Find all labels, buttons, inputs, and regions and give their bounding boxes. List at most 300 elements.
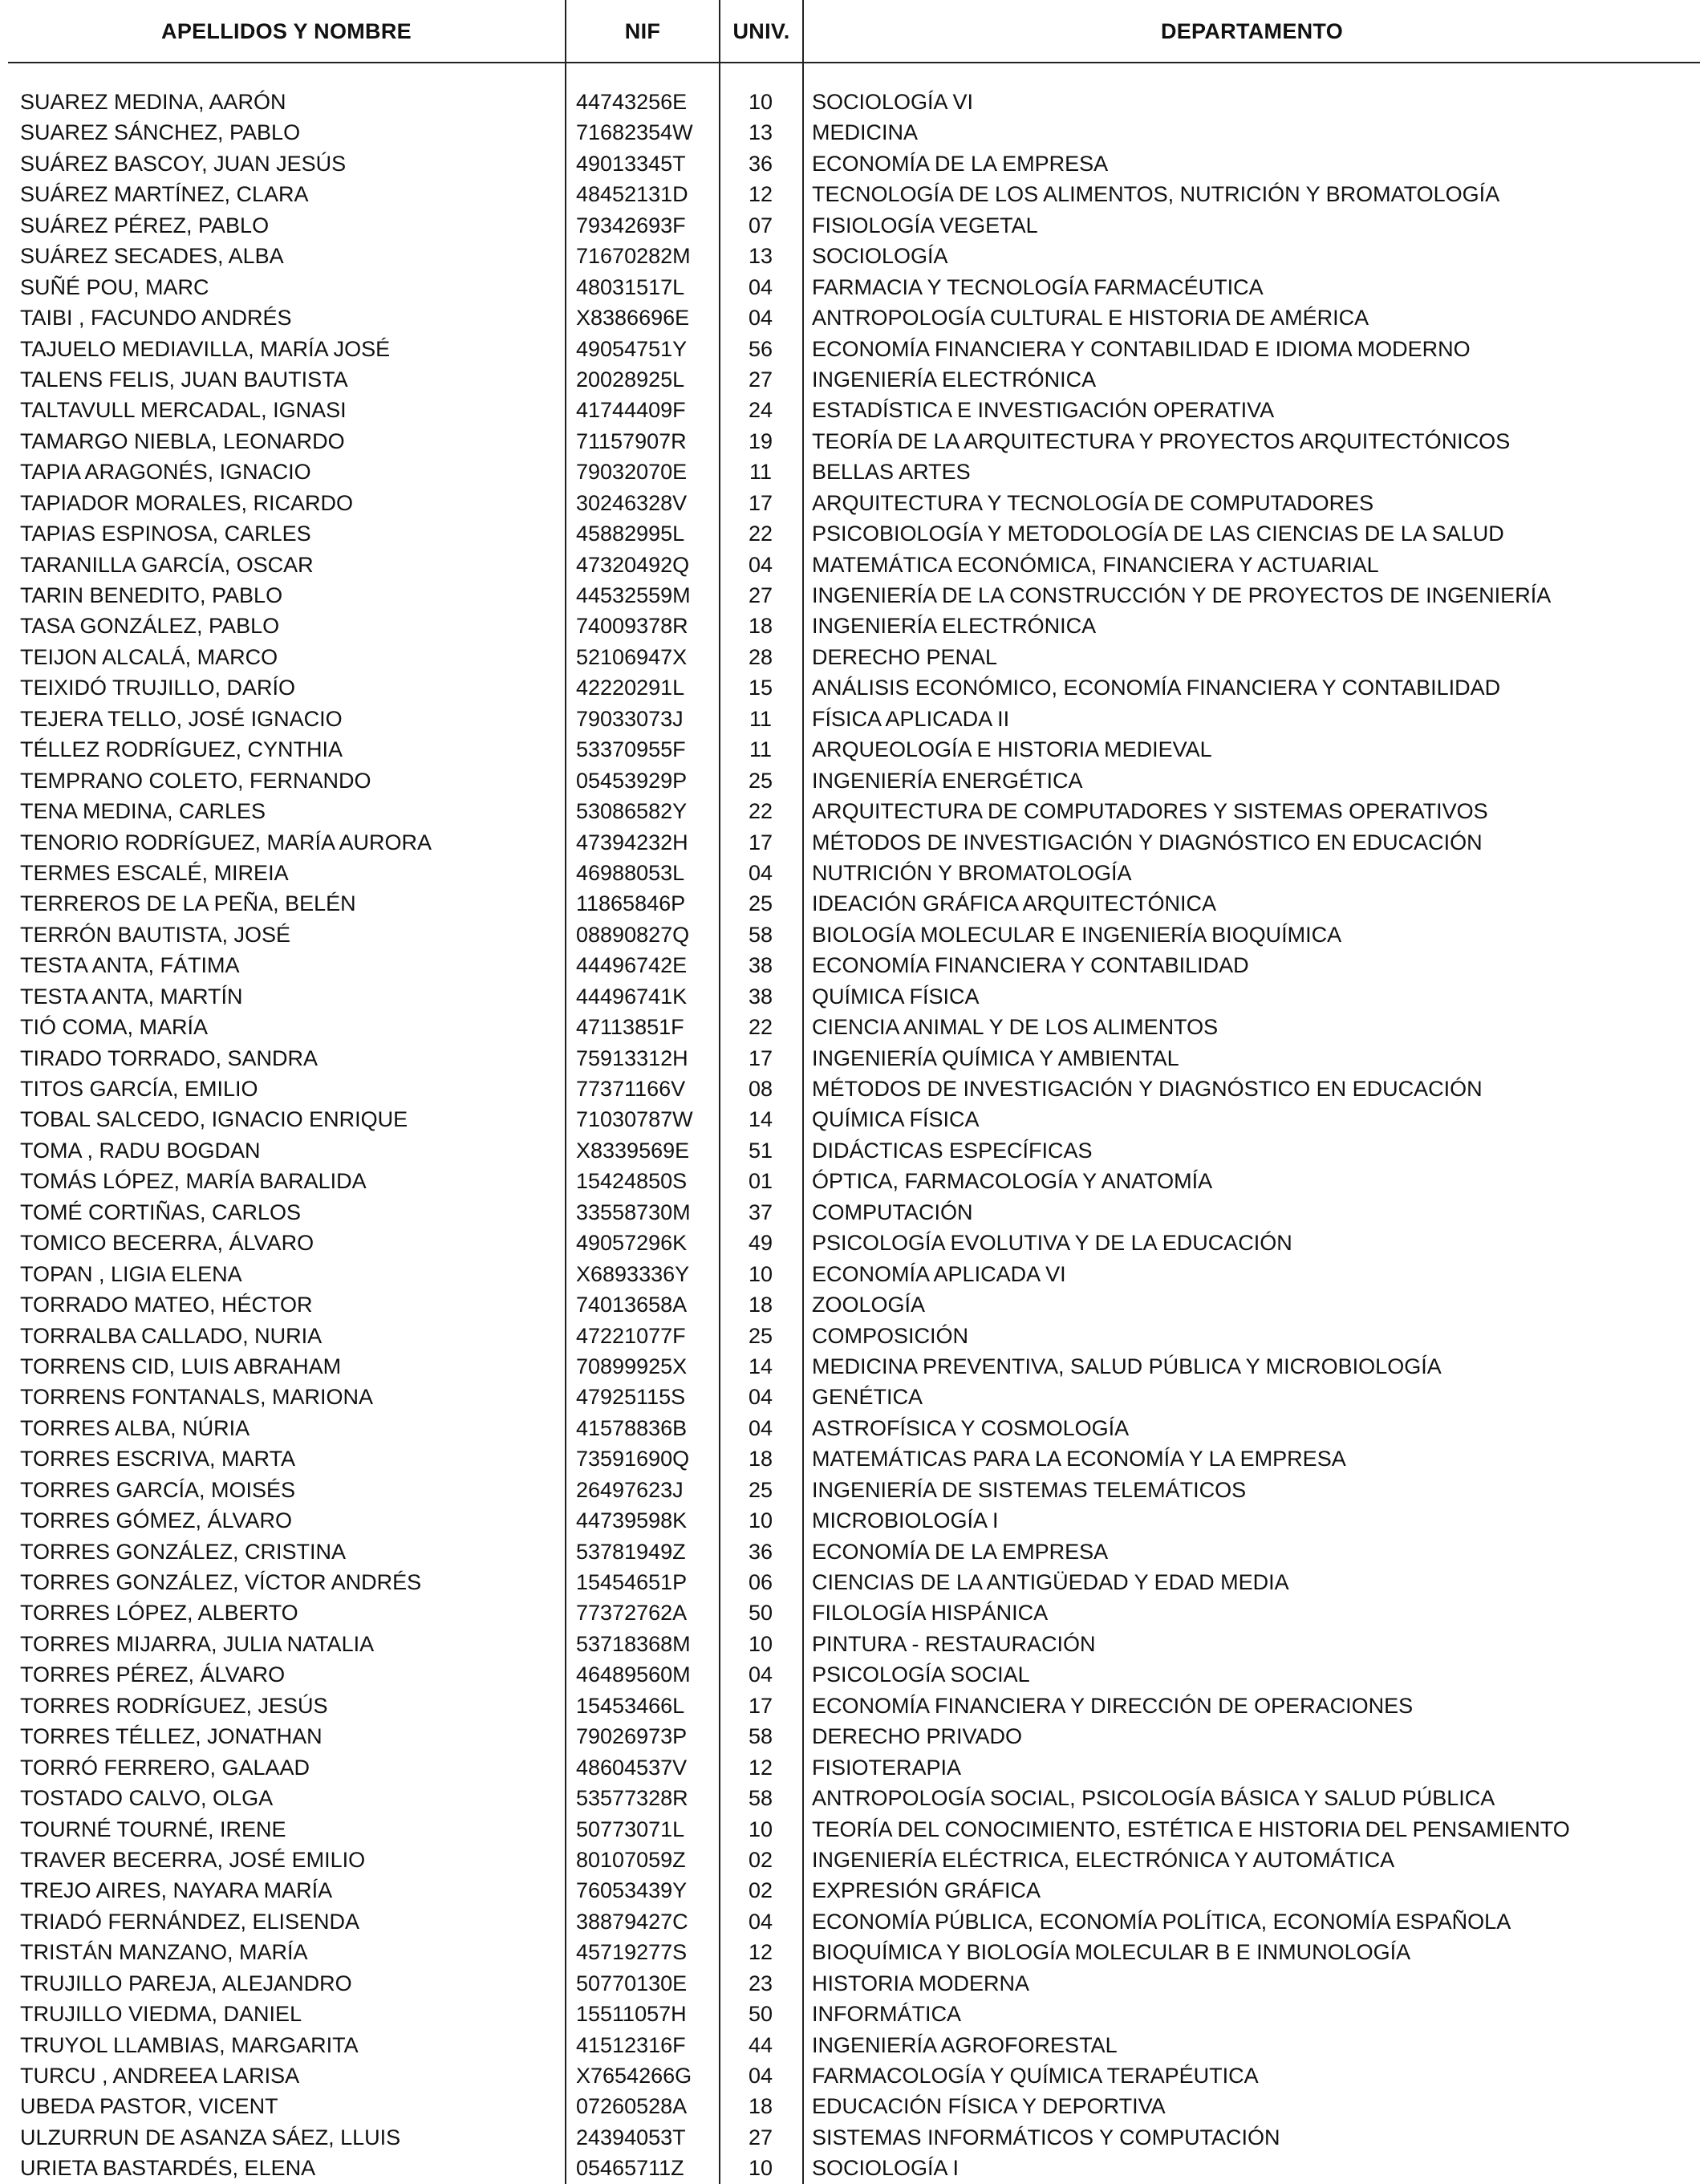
cell-univ: 25 [748, 891, 773, 916]
table-row [0, 117, 1700, 148]
cell-nif: 41744409F [576, 398, 686, 423]
table-row [0, 395, 1700, 425]
table-row [0, 1721, 1700, 1752]
table-row [0, 2122, 1700, 2153]
cell-univ: 50 [748, 1601, 773, 1626]
table-row [0, 148, 1700, 179]
header-dept: DEPARTAMENTO [1160, 18, 1344, 43]
cell-department: COMPOSICIÓN [812, 1323, 969, 1348]
cell-name: TOURNÉ TOURNÉ, IRENE [20, 1817, 286, 1841]
cell-department: ARQUEOLOGÍA E HISTORIA MEDIEVAL [812, 737, 1212, 762]
cell-univ: 02 [748, 1878, 773, 1903]
cell-univ: 27 [748, 367, 773, 392]
table-row [0, 241, 1700, 271]
cell-nif: 46489560M [576, 1662, 691, 1687]
cell-department: MATEMÁTICA ECONÓMICA, FINANCIERA Y ACTUARIAL [812, 552, 1379, 577]
table-row [0, 1814, 1700, 1845]
cell-department: PSICOLOGÍA SOCIAL [812, 1662, 1030, 1687]
table-row [0, 488, 1700, 518]
cell-department: ECONOMÍA FINANCIERA Y CONTABILIDAD E IDIOMA MODERNO [812, 336, 1471, 361]
cell-department: ANÁLISIS ECONÓMICO, ECONOMÍA FINANCIERA Y CONTABILIDAD [812, 676, 1501, 700]
cell-univ: 12 [748, 1755, 773, 1780]
cell-name: TEIXIDÓ TRUJILLO, DARÍO [20, 676, 296, 700]
table-row [0, 1845, 1700, 1875]
cell-name: TRUJILLO PAREJA, ALEJANDRO [20, 1971, 352, 1995]
cell-name: TORRES MIJARRA, JULIA NATALIA [20, 1631, 375, 1656]
cell-nif: 30246328V [576, 490, 688, 515]
cell-nif: 53370955F [576, 737, 686, 762]
cell-univ: 17 [748, 830, 773, 855]
cell-nif: 53781949Z [576, 1539, 686, 1564]
cell-department: MEDICINA [812, 120, 919, 145]
table-row [0, 302, 1700, 333]
cell-name: TRISTÁN MANZANO, MARÍA [20, 1940, 308, 1965]
table-row [0, 642, 1700, 672]
table-row [0, 210, 1700, 241]
cell-department: CIENCIA ANIMAL Y DE LOS ALIMENTOS [812, 1015, 1219, 1040]
cell-nif: 74013658A [576, 1293, 688, 1317]
cell-nif: 45719277S [576, 1940, 688, 1965]
cell-univ: 25 [748, 1323, 773, 1348]
table-row [0, 550, 1700, 580]
cell-department: INGENIERÍA ELÉCTRICA, ELECTRÓNICA Y AUTOMÁTICA [812, 1847, 1395, 1872]
cell-department: TEORÍA DE LA ARQUITECTURA Y PROYECTOS ARQUITECTÓNICOS [812, 428, 1511, 453]
cell-department: DERECHO PRIVADO [812, 1724, 1023, 1749]
table-row [0, 704, 1700, 734]
table-row [0, 1074, 1700, 1104]
cell-univ: 11 [749, 460, 773, 485]
table-row [0, 1505, 1700, 1536]
table-row [0, 1691, 1700, 1721]
cell-univ: 18 [748, 1293, 773, 1317]
cell-univ: 04 [748, 1415, 773, 1440]
table-row [0, 1537, 1700, 1567]
cell-nif: X8386696E [576, 306, 690, 331]
cell-nif: 15424850S [576, 1169, 688, 1194]
table-row [0, 1783, 1700, 1813]
table-row [0, 1413, 1700, 1443]
table-row [0, 1197, 1700, 1228]
table-row [0, 672, 1700, 703]
cell-name: TESTA ANTA, MARTÍN [20, 984, 243, 1009]
cell-name: TEMPRANO COLETO, FERNANDO [20, 768, 371, 793]
cell-name: TIRADO TORRADO, SANDRA [20, 1045, 318, 1070]
cell-department: FILOLOGÍA HISPÁNICA [812, 1601, 1049, 1626]
cell-nif: 79033073J [576, 706, 684, 731]
cell-name: TESTA ANTA, FÁTIMA [20, 953, 240, 978]
cell-name: SUÁREZ MARTÍNEZ, CLARA [20, 182, 309, 207]
cell-department: ARQUITECTURA Y TECNOLOGÍA DE COMPUTADORES [812, 490, 1374, 515]
cell-department: MICROBIOLOGÍA I [812, 1508, 999, 1533]
cell-department: ANTROPOLOGÍA CULTURAL E HISTORIA DE AMÉRICA [812, 306, 1369, 331]
cell-name: SUÁREZ PÉREZ, PABLO [20, 213, 270, 237]
cell-name: TURCU , ANDREEA LARISA [20, 2064, 300, 2088]
cell-univ: 10 [748, 1508, 773, 1533]
cell-name: TORRES GONZÁLEZ, VÍCTOR ANDRÉS [20, 1570, 422, 1594]
cell-name: TORRENS CID, LUIS ABRAHAM [20, 1354, 342, 1378]
cell-nif: 42220291L [576, 676, 685, 700]
cell-department: MATEMÁTICAS PARA LA ECONOMÍA Y LA EMPRESA [812, 1447, 1346, 1472]
cell-nif: 50773071L [576, 1817, 685, 1841]
cell-name: TAJUELO MEDIAVILLA, MARÍA JOSÉ [20, 336, 391, 361]
cell-department: SISTEMAS INFORMÁTICOS Y COMPUTACIÓN [812, 2125, 1280, 2149]
cell-nif: 33558730M [576, 1200, 691, 1224]
cell-name: TOMÉ CORTIÑAS, CARLOS [20, 1200, 302, 1224]
cell-univ: 38 [748, 984, 773, 1009]
cell-univ: 37 [748, 1200, 773, 1224]
cell-name: TORRES LÓPEZ, ALBERTO [20, 1601, 298, 1626]
cell-nif: 49054751Y [576, 336, 688, 361]
cell-department: NUTRICIÓN Y BROMATOLOGÍA [812, 860, 1132, 885]
cell-department: TECNOLOGÍA DE LOS ALIMENTOS, NUTRICIÓN Y BROMATOLOGÍA [812, 182, 1500, 207]
cell-department: IDEACIÓN GRÁFICA ARQUITECTÓNICA [812, 891, 1217, 916]
cell-name: TOBAL SALCEDO, IGNACIO ENRIQUE [20, 1107, 408, 1132]
table-row [0, 919, 1700, 950]
table-row [0, 1443, 1700, 1474]
cell-nif: 44743256E [576, 90, 688, 114]
cell-name: TORRES TÉLLEZ, JONATHAN [20, 1724, 323, 1749]
cell-nif: 48604537V [576, 1755, 688, 1780]
cell-univ: 22 [748, 799, 773, 824]
cell-nif: 48452131D [576, 182, 688, 207]
cell-department: BELLAS ARTES [812, 460, 971, 485]
cell-univ: 58 [748, 1786, 773, 1811]
cell-univ: 25 [748, 1477, 773, 1502]
cell-univ: 12 [748, 182, 773, 207]
cell-nif: 15454651P [576, 1570, 688, 1594]
cell-univ: 27 [748, 2125, 773, 2149]
cell-department: INGENIERÍA QUÍMICA Y AMBIENTAL [812, 1045, 1179, 1070]
table-row [0, 1135, 1700, 1166]
table-row [0, 1289, 1700, 1320]
table-row [0, 1629, 1700, 1659]
cell-department: PINTURA - RESTAURACIÓN [812, 1631, 1096, 1656]
cell-univ: 22 [748, 1015, 773, 1040]
cell-department: SOCIOLOGÍA [812, 244, 948, 269]
cell-name: SUÁREZ SECADES, ALBA [20, 244, 284, 269]
cell-nif: 20028925L [576, 367, 685, 392]
cell-name: TÉLLEZ RODRÍGUEZ, CYNTHIA [20, 737, 343, 762]
cell-nif: 47394232H [576, 830, 688, 855]
cell-department: ECONOMÍA FINANCIERA Y DIRECCIÓN DE OPERACIONES [812, 1693, 1414, 1718]
cell-department: ECONOMÍA DE LA EMPRESA [812, 1539, 1109, 1564]
cell-department: INGENIERÍA DE SISTEMAS TELEMÁTICOS [812, 1477, 1247, 1502]
cell-department: ECONOMÍA APLICADA VI [812, 1261, 1066, 1286]
cell-nif: 47320492Q [576, 552, 690, 577]
cell-nif: 79026973P [576, 1724, 688, 1749]
cell-univ: 07 [748, 213, 773, 237]
table-row [0, 1104, 1700, 1135]
cell-department: FARMACIA Y TECNOLOGÍA FARMACÉUTICA [812, 274, 1264, 299]
cell-univ: 28 [748, 644, 773, 669]
cell-name: TEIJON ALCALÁ, MARCO [20, 644, 278, 669]
cell-name: SUAREZ MEDINA, AARÓN [20, 90, 286, 114]
cell-department: ARQUITECTURA DE COMPUTADORES Y SISTEMAS OPERATIVOS [812, 799, 1488, 824]
cell-name: TORRENS FONTANALS, MARIONA [20, 1385, 374, 1410]
cell-univ: 11 [749, 737, 773, 762]
cell-name: TENA MEDINA, CARLES [20, 799, 266, 824]
cell-name: ULZURRUN DE ASANZA SÁEZ, LLUIS [20, 2125, 401, 2149]
cell-department: PSICOBIOLOGÍA Y METODOLOGÍA DE LAS CIENCIAS DE LA SALUD [812, 522, 1504, 546]
cell-nif: 49013345T [576, 151, 686, 176]
cell-name: TOMICO BECERRA, ÁLVARO [20, 1231, 314, 1256]
cell-name: TERRÓN BAUTISTA, JOSÉ [20, 922, 291, 947]
cell-univ: 17 [748, 1045, 773, 1070]
cell-univ: 14 [748, 1354, 773, 1378]
cell-department: BIOLOGÍA MOLECULAR E INGENIERÍA BIOQUÍMICA [812, 922, 1342, 947]
cell-nif: 77371166V [576, 1077, 686, 1101]
table-row [0, 611, 1700, 641]
cell-nif: X6893336Y [576, 1261, 690, 1286]
cell-nif: 44532559M [576, 583, 691, 607]
cell-department: INGENIERÍA ELECTRÓNICA [812, 367, 1097, 392]
table-row [0, 1752, 1700, 1783]
cell-department: INGENIERÍA ELECTRÓNICA [812, 614, 1097, 639]
cell-name: TITOS GARCÍA, EMILIO [20, 1077, 258, 1101]
table-row [0, 426, 1700, 457]
cell-department: ECONOMÍA PÚBLICA, ECONOMÍA POLÍTICA, ECONOMÍA ESPAÑOLA [812, 1909, 1511, 1934]
cell-univ: 18 [748, 614, 773, 639]
cell-department: GENÉTICA [812, 1385, 923, 1410]
cell-nif: 47221077F [576, 1323, 686, 1348]
cell-department: MÉTODOS DE INVESTIGACIÓN Y DIAGNÓSTICO EN EDUCACIÓN [812, 1077, 1483, 1101]
cell-name: TRIADÓ FERNÁNDEZ, ELISENDA [20, 1909, 360, 1934]
table-row [0, 1999, 1700, 2029]
cell-name: TAMARGO NIEBLA, LEONARDO [20, 428, 345, 453]
cell-name: TOPAN , LIGIA ELENA [20, 1261, 242, 1286]
cell-name: TOSTADO CALVO, OLGA [20, 1786, 274, 1811]
cell-nif: 79032070E [576, 460, 688, 485]
cell-nif: 71682354W [576, 120, 693, 145]
cell-nif: 53577328R [576, 1786, 688, 1811]
table-row [0, 796, 1700, 826]
table-row [0, 1166, 1700, 1196]
cell-nif: 71670282M [576, 244, 691, 269]
cell-univ: 17 [748, 490, 773, 515]
cell-univ: 04 [748, 1909, 773, 1934]
cell-univ: 04 [748, 306, 773, 331]
cell-department: QUÍMICA FÍSICA [812, 984, 980, 1009]
table-row [0, 364, 1700, 395]
cell-department: FISIOTERAPIA [812, 1755, 962, 1780]
cell-univ: 11 [749, 706, 773, 731]
cell-department: INGENIERÍA DE LA CONSTRUCCIÓN Y DE PROYECTOS DE INGENIERÍA [812, 583, 1552, 607]
cell-univ: 10 [748, 90, 773, 114]
table-row [0, 1937, 1700, 1967]
cell-univ: 25 [748, 768, 773, 793]
cell-nif: X7654266G [576, 2064, 692, 2088]
cell-univ: 58 [748, 922, 773, 947]
cell-nif: 74009378R [576, 614, 688, 639]
cell-name: TORRADO MATEO, HÉCTOR [20, 1293, 313, 1317]
cell-department: INGENIERÍA ENERGÉTICA [812, 768, 1083, 793]
table-row [0, 518, 1700, 549]
table-row [0, 1382, 1700, 1412]
table-row [0, 1043, 1700, 1074]
cell-univ: 10 [748, 1631, 773, 1656]
cell-name: TOMÁS LÓPEZ, MARÍA BARALIDA [20, 1169, 367, 1194]
cell-univ: 04 [748, 1385, 773, 1410]
cell-nif: 44496742E [576, 953, 688, 978]
cell-nif: 53086582Y [576, 799, 688, 824]
cell-univ: 19 [748, 428, 773, 453]
cell-nif: 45882995L [576, 522, 685, 546]
cell-univ: 04 [748, 552, 773, 577]
cell-nif: 41512316F [576, 2032, 686, 2057]
cell-name: TORRES GÓMEZ, ÁLVARO [20, 1508, 293, 1533]
cell-nif: 76053439Y [576, 1878, 688, 1903]
header-name: APELLIDOS Y NOMBRE [161, 18, 412, 43]
cell-name: TAPIA ARAGONÉS, IGNACIO [20, 460, 311, 485]
table-row [0, 1351, 1700, 1382]
cell-univ: 38 [748, 953, 773, 978]
cell-univ: 24 [748, 398, 773, 423]
cell-name: TARIN BENEDITO, PABLO [20, 583, 283, 607]
table-row [0, 765, 1700, 796]
cell-univ: 50 [748, 2002, 773, 2027]
cell-department: FÍSICA APLICADA II [812, 706, 1010, 731]
cell-department: SOCIOLOGÍA I [812, 2156, 960, 2181]
cell-department: MÉTODOS DE INVESTIGACIÓN Y DIAGNÓSTICO EN EDUCACIÓN [812, 830, 1483, 855]
table-row [0, 457, 1700, 487]
cell-department: TEORÍA DEL CONOCIMIENTO, ESTÉTICA E HISTORIA DEL PENSAMIENTO [812, 1817, 1570, 1841]
cell-name: TRAVER BECERRA, JOSÉ EMILIO [20, 1847, 366, 1872]
cell-univ: 23 [748, 1971, 773, 1995]
cell-name: TASA GONZÁLEZ, PABLO [20, 614, 280, 639]
cell-univ: 10 [748, 1261, 773, 1286]
table-row [0, 1228, 1700, 1258]
cell-department: EXPRESIÓN GRÁFICA [812, 1878, 1041, 1903]
cell-nif: 44496741K [576, 984, 688, 1009]
cell-nif: 26497623J [576, 1477, 684, 1502]
cell-univ: 04 [748, 274, 773, 299]
cell-univ: 18 [748, 1447, 773, 1472]
cell-name: TRUJILLO VIEDMA, DANIEL [20, 2002, 302, 2027]
cell-name: TERREROS DE LA PEÑA, BELÉN [20, 891, 356, 916]
cell-name: TENORIO RODRÍGUEZ, MARÍA AURORA [20, 830, 432, 855]
cell-nif: 71157907R [576, 428, 687, 453]
table-row [0, 87, 1700, 117]
cell-nif: 50770130E [576, 1971, 688, 1995]
table-row [0, 580, 1700, 611]
table-row [0, 2091, 1700, 2121]
cell-univ: 44 [748, 2032, 773, 2057]
cell-nif: 11865846P [576, 891, 686, 916]
cell-department: EDUCACIÓN FÍSICA Y DEPORTIVA [812, 2094, 1166, 2119]
cell-department: CIENCIAS DE LA ANTIGÜEDAD Y EDAD MEDIA [812, 1570, 1289, 1594]
cell-nif: 47925115S [576, 1385, 686, 1410]
cell-name: TREJO AIRES, NAYARA MARÍA [20, 1878, 333, 1903]
cell-department: ECONOMÍA FINANCIERA Y CONTABILIDAD [812, 953, 1249, 978]
cell-department: MEDICINA PREVENTIVA, SALUD PÚBLICA Y MICROBIOLOGÍA [812, 1354, 1442, 1378]
cell-univ: 22 [748, 522, 773, 546]
table-row [0, 272, 1700, 302]
table-row [0, 981, 1700, 1012]
cell-nif: 75913312H [576, 1045, 688, 1070]
cell-nif: 44739598K [576, 1508, 688, 1533]
cell-name: TORRALBA CALLADO, NURIA [20, 1323, 323, 1348]
cell-nif: 41578836B [576, 1415, 688, 1440]
cell-department: BIOQUÍMICA Y BIOLOGÍA MOLECULAR B E INMUNOLOGÍA [812, 1940, 1411, 1965]
cell-name: TAPIAS ESPINOSA, CARLES [20, 522, 311, 546]
table-row [0, 1906, 1700, 1937]
cell-name: TERMES ESCALÉ, MIREIA [20, 860, 289, 885]
table-row [0, 1968, 1700, 1999]
table-row [0, 1875, 1700, 1906]
cell-univ: 17 [748, 1693, 773, 1718]
table-row [0, 2153, 1700, 2183]
cell-univ: 10 [748, 1817, 773, 1841]
table-body [0, 87, 1700, 2184]
cell-univ: 12 [748, 1940, 773, 1965]
cell-department: ÓPTICA, FARMACOLOGÍA Y ANATOMÍA [812, 1169, 1213, 1194]
table-row [0, 1475, 1700, 1505]
cell-univ: 04 [748, 2064, 773, 2088]
cell-department: HISTORIA MODERNA [812, 1971, 1030, 1995]
cell-department: DERECHO PENAL [812, 644, 998, 669]
cell-name: TALENS FELIS, JUAN BAUTISTA [20, 367, 348, 392]
cell-univ: 18 [748, 2094, 773, 2119]
cell-nif: 77372762A [576, 1601, 688, 1626]
cell-department: PSICOLOGÍA EVOLUTIVA Y DE LA EDUCACIÓN [812, 1231, 1292, 1256]
cell-name: TARANILLA GARCÍA, OSCAR [20, 552, 314, 577]
cell-univ: 04 [748, 1662, 773, 1687]
cell-nif: 05453929P [576, 768, 688, 793]
cell-name: SUÑÉ POU, MARC [20, 274, 209, 299]
cell-univ: 36 [748, 1539, 773, 1564]
cell-nif: 38879427C [576, 1909, 688, 1934]
cell-univ: 36 [748, 151, 773, 176]
cell-nif: 52106947X [576, 644, 688, 669]
cell-nif: 70899925X [576, 1354, 688, 1378]
table-row [0, 2060, 1700, 2091]
cell-univ: 58 [748, 1724, 773, 1749]
table-row [0, 1259, 1700, 1289]
cell-department: INGENIERÍA AGROFORESTAL [812, 2032, 1118, 2057]
cell-name: TIÓ COMA, MARÍA [20, 1015, 209, 1040]
cell-name: TAPIADOR MORALES, RICARDO [20, 490, 354, 515]
cell-univ: 08 [748, 1077, 773, 1101]
header-univ: UNIV. [732, 18, 790, 43]
cell-name: TORRES GONZÁLEZ, CRISTINA [20, 1539, 347, 1564]
cell-nif: 05465711Z [576, 2156, 684, 2181]
cell-univ: 10 [748, 2156, 773, 2181]
cell-name: TORRES GARCÍA, MOISÉS [20, 1477, 296, 1502]
cell-department: FARMACOLOGÍA Y QUÍMICA TERAPÉUTICA [812, 2064, 1259, 2088]
table-row [0, 950, 1700, 980]
table-row [0, 334, 1700, 364]
cell-name: SUÁREZ BASCOY, JUAN JESÚS [20, 151, 347, 176]
cell-nif: X8339569E [576, 1138, 690, 1163]
cell-nif: 46988053L [576, 860, 685, 885]
header-nif: NIF [624, 18, 661, 43]
cell-univ: 13 [748, 120, 773, 145]
table-row [0, 179, 1700, 209]
table-row [0, 1597, 1700, 1628]
table-row [0, 888, 1700, 919]
cell-department: INFORMÁTICA [812, 2002, 961, 2027]
cell-nif: 47113851F [576, 1015, 684, 1040]
cell-univ: 13 [748, 244, 773, 269]
table-row [0, 827, 1700, 858]
table-row [0, 734, 1700, 765]
cell-nif: 80107059Z [576, 1847, 686, 1872]
cell-department: SOCIOLOGÍA VI [812, 90, 974, 114]
table-row [0, 1012, 1700, 1042]
cell-name: TALTAVULL MERCADAL, IGNASI [20, 398, 347, 423]
cell-name: TORRES ESCRIVA, MARTA [20, 1447, 296, 1472]
table-row [0, 2030, 1700, 2060]
